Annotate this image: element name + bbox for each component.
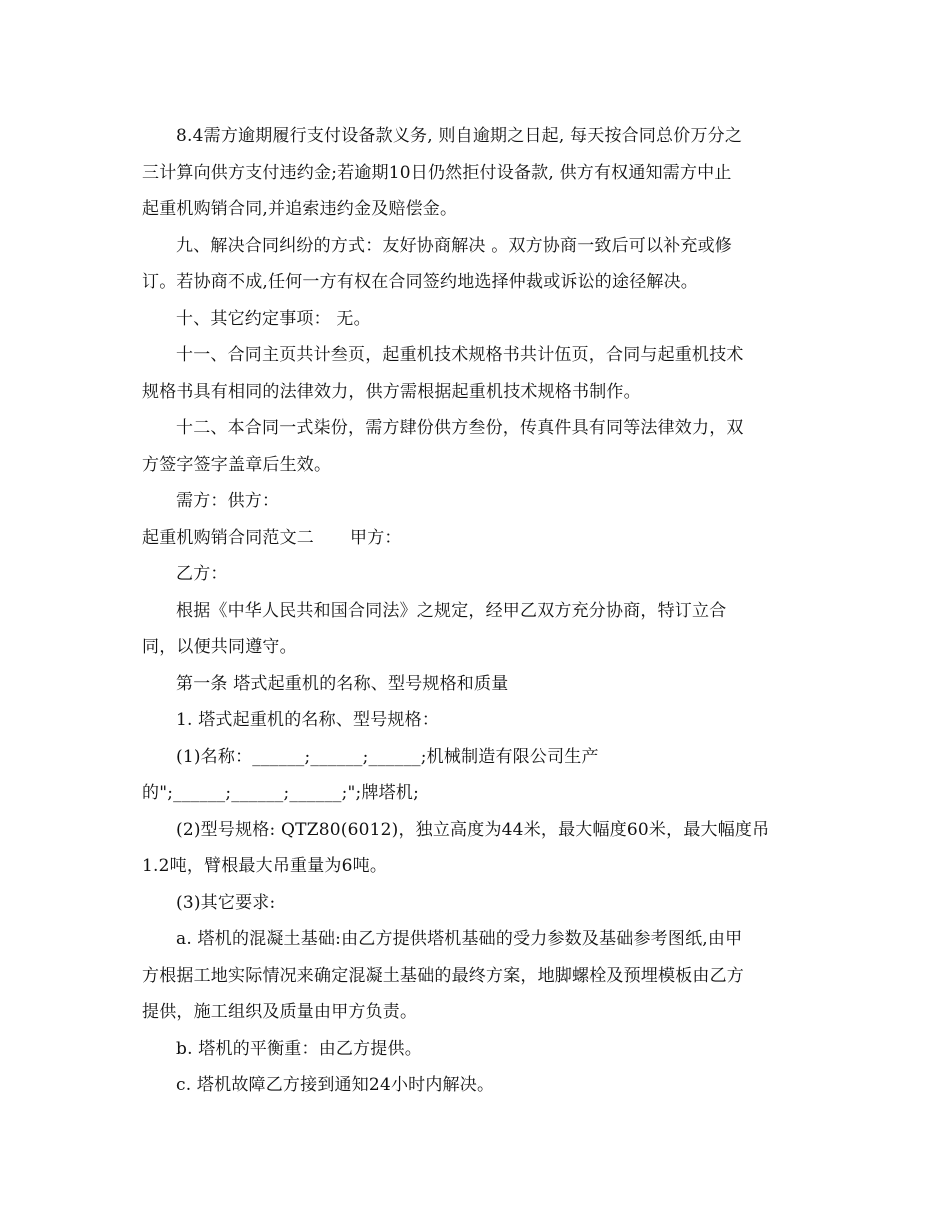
section-heading-line — [142, 520, 822, 557]
paragraph-line: (3)其它要求: — [176, 892, 276, 913]
paragraph-line: a. 塔机的混凝土基础:由乙方提供塔机基础的受力参数及基础参考图纸,由甲 — [176, 929, 743, 949]
party-b-label: 乙方： — [176, 564, 228, 584]
paragraph-line: 提供，施工组织及质量由甲方负责。 — [142, 1002, 418, 1022]
paragraph-line: 十、其它约定事项： 无。 — [176, 308, 371, 329]
party-a-label: 甲方： — [350, 527, 402, 548]
paragraph-line: 根据《中华人民共和国合同法》之规定，经甲乙双方充分协商，特订立合 — [176, 600, 727, 621]
paragraph-line: 订。若协商不成,任何一方有权在合同签约地选择仲裁或诉讼的途径解决。 — [142, 272, 699, 292]
paragraph-line: 规格书具有相同的法律效力，供方需根据起重机技术规格书制作。 — [142, 381, 641, 402]
paragraph-line: 的";______;______;______;";牌塔机; — [142, 783, 420, 803]
paragraph-line: 1. 塔式起重机的名称、型号规格： — [176, 710, 440, 730]
paragraph-line: 起重机购销合同,并追索违约金及赔偿金。 — [142, 199, 458, 219]
article-heading: 第一条 塔式起重机的名称、型号规格和质量 — [176, 673, 509, 694]
paragraph-line: 1.2吨，臂根最大吊重量为6吨。 — [142, 856, 388, 876]
paragraph-line: 九、解决合同纠纷的方式：友好协商解决 。双方协商一致后可以补充或修 — [176, 235, 733, 256]
paragraph-line: 方根据工地实际情况来确定混凝土基础的最终方案，地脚螺栓及预埋模板由乙方 — [142, 965, 744, 986]
paragraph-line: (2)型号规格: QTZ80(6012)，独立高度为44米，最大幅度60米，最大幅度吊 — [176, 819, 770, 840]
paragraph-line: 方签字签字盖章后生效。 — [142, 454, 332, 475]
signature-line: 需方：供方： — [176, 491, 280, 511]
paragraph-line: 同，以便共同遵守。 — [142, 637, 297, 657]
paragraph-line: b. 塔机的平衡重：由乙方提供。 — [176, 1038, 422, 1059]
paragraph-line: 十一、合同主页共计叁页，起重机技术规格书共计伍页，合同与起重机技术 — [176, 345, 744, 365]
paragraph-line: 8.4需方逾期履行支付设备款义务, 则自逾期之日起, 每天按合同总价万分之 — [176, 126, 743, 146]
paragraph-line: 十二、本合同一式柒份，需方肆份供方叁份，传真件具有同等法律效力，双 — [176, 418, 744, 438]
document-body — [142, 118, 822, 1104]
paragraph-line: c. 塔机故障乙方接到通知24小时内解决。 — [176, 1075, 495, 1095]
section-title: 起重机购销合同范文二 — [142, 527, 314, 548]
paragraph-line: 三计算向供方支付违约金;若逾期10日仍然拒付设备款, 供方有权通知需方中止 — [142, 162, 732, 183]
paragraph-line: (1)名称：______;______;______;机械制造有限公司生产 — [176, 746, 599, 767]
